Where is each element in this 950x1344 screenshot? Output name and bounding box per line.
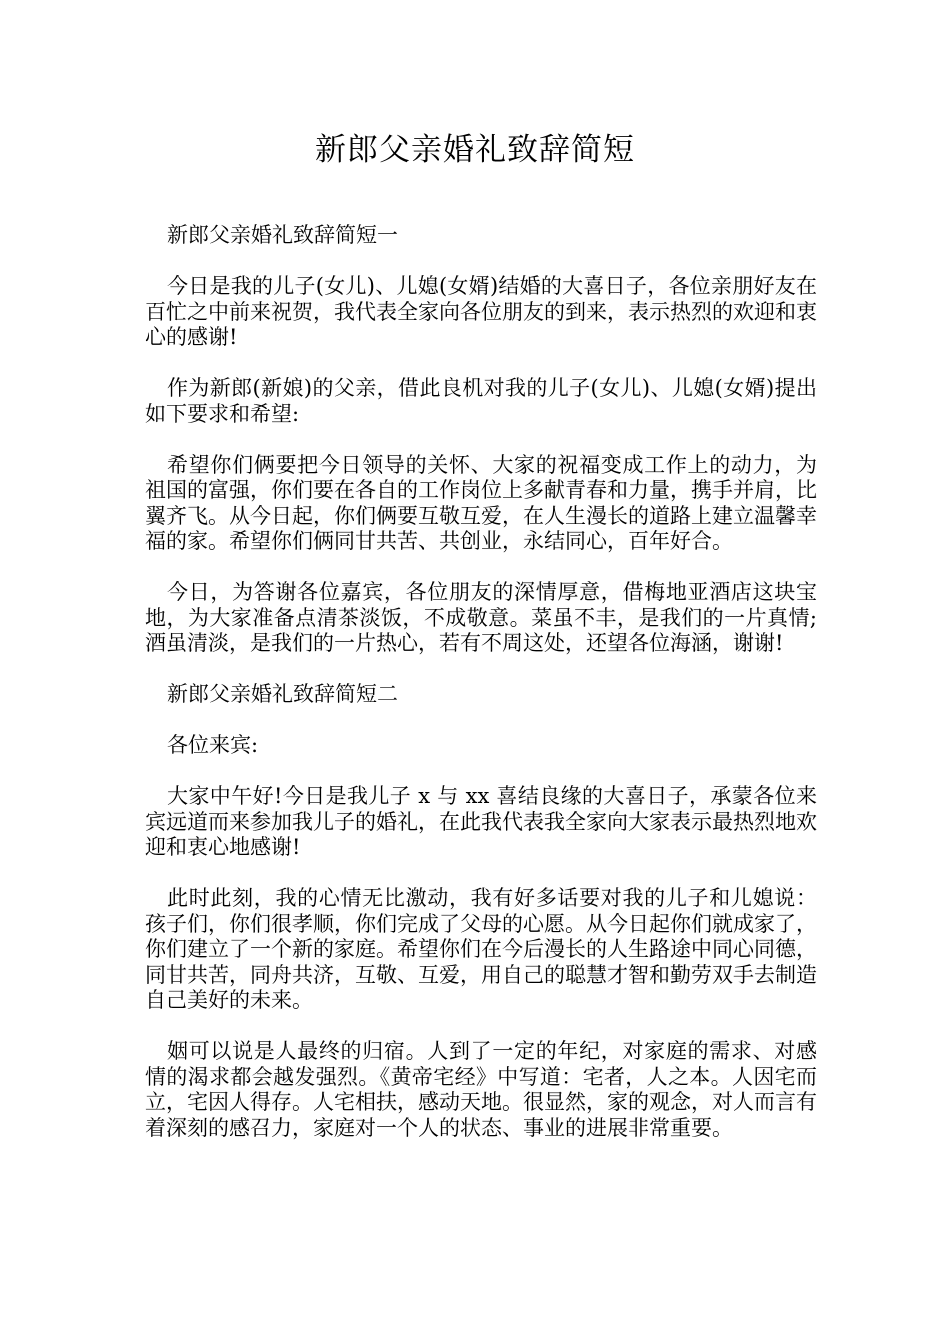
document-title: 新郎父亲婚礼致辞简短 (315, 132, 635, 168)
paragraph: 姻可以说是人最终的归宿。人到了一定的年纪，对家庭的需求、对感情的渴求都会越发强烈。《黄帝宅经》中写道：宅者，人之本。人因宅而立，宅因人得存。人宅相扶，感动天地。很显然，家的观念，对人而言有着深刻的感召力，家庭对一个人的状态、事业的进展非常重要。 (145, 1039, 817, 1140)
paragraph: 今日是我的儿子(女儿)、儿媳(女婿)结婚的大喜日子，各位亲朋好友在百忙之中前来祝贺，我代表全家向各位朋友的到来，表示热烈的欢迎和衷心的感谢! (145, 274, 817, 349)
section-heading-2: 新郎父亲婚礼致辞简短二 (167, 682, 398, 706)
paragraph: 希望你们俩要把今日领导的关怀、大家的祝福变成工作上的动力，为祖国的富强，你们要在各自的工作岗位上多献青春和力量，携手并肩，比翼齐飞。从今日起，你们俩要互敬互爱，在人生漫长的道路上建立温馨幸福的家。希望你们俩同甘共苦、共创业，永结同心，百年好合。 (145, 452, 817, 553)
paragraph: 此时此刻，我的心情无比激动，我有好多话要对我的儿子和儿媳说：孩子们，你们很孝顺，你们完成了父母的心愿。从今日起你们就成家了，你们建立了一个新的家庭。希望你们在今后漫长的人生路途中同心同德，同甘共苦，同舟共济，互敬、互爱，用自己的聪慧才智和勤劳双手去制造自己美好的未来。 (145, 886, 817, 1012)
paragraph: 大家中午好!今日是我儿子 x 与 xx 喜结良缘的大喜日子，承蒙各位来宾远道而来参加我儿子的婚礼，在此我代表我全家向大家表示最热烈地欢迎和衷心地感谢! (145, 784, 817, 859)
section-heading-1: 新郎父亲婚礼致辞简短一 (167, 223, 398, 247)
document-body (145, 223, 817, 1167)
salutation: 各位来宾: (167, 733, 259, 757)
paragraph: 作为新郎(新娘)的父亲，借此良机对我的儿子(女儿)、儿媳(女婿)提出如下要求和希望: (145, 376, 817, 426)
paragraph: 今日，为答谢各位嘉宾，各位朋友的深情厚意，借梅地亚酒店这块宝地，为大家准备点清茶淡饭，不成敬意。菜虽不丰，是我们的一片真情;酒虽清淡，是我们的一片热心，若有不周这处，还望各位海涵，谢谢! (145, 580, 817, 655)
